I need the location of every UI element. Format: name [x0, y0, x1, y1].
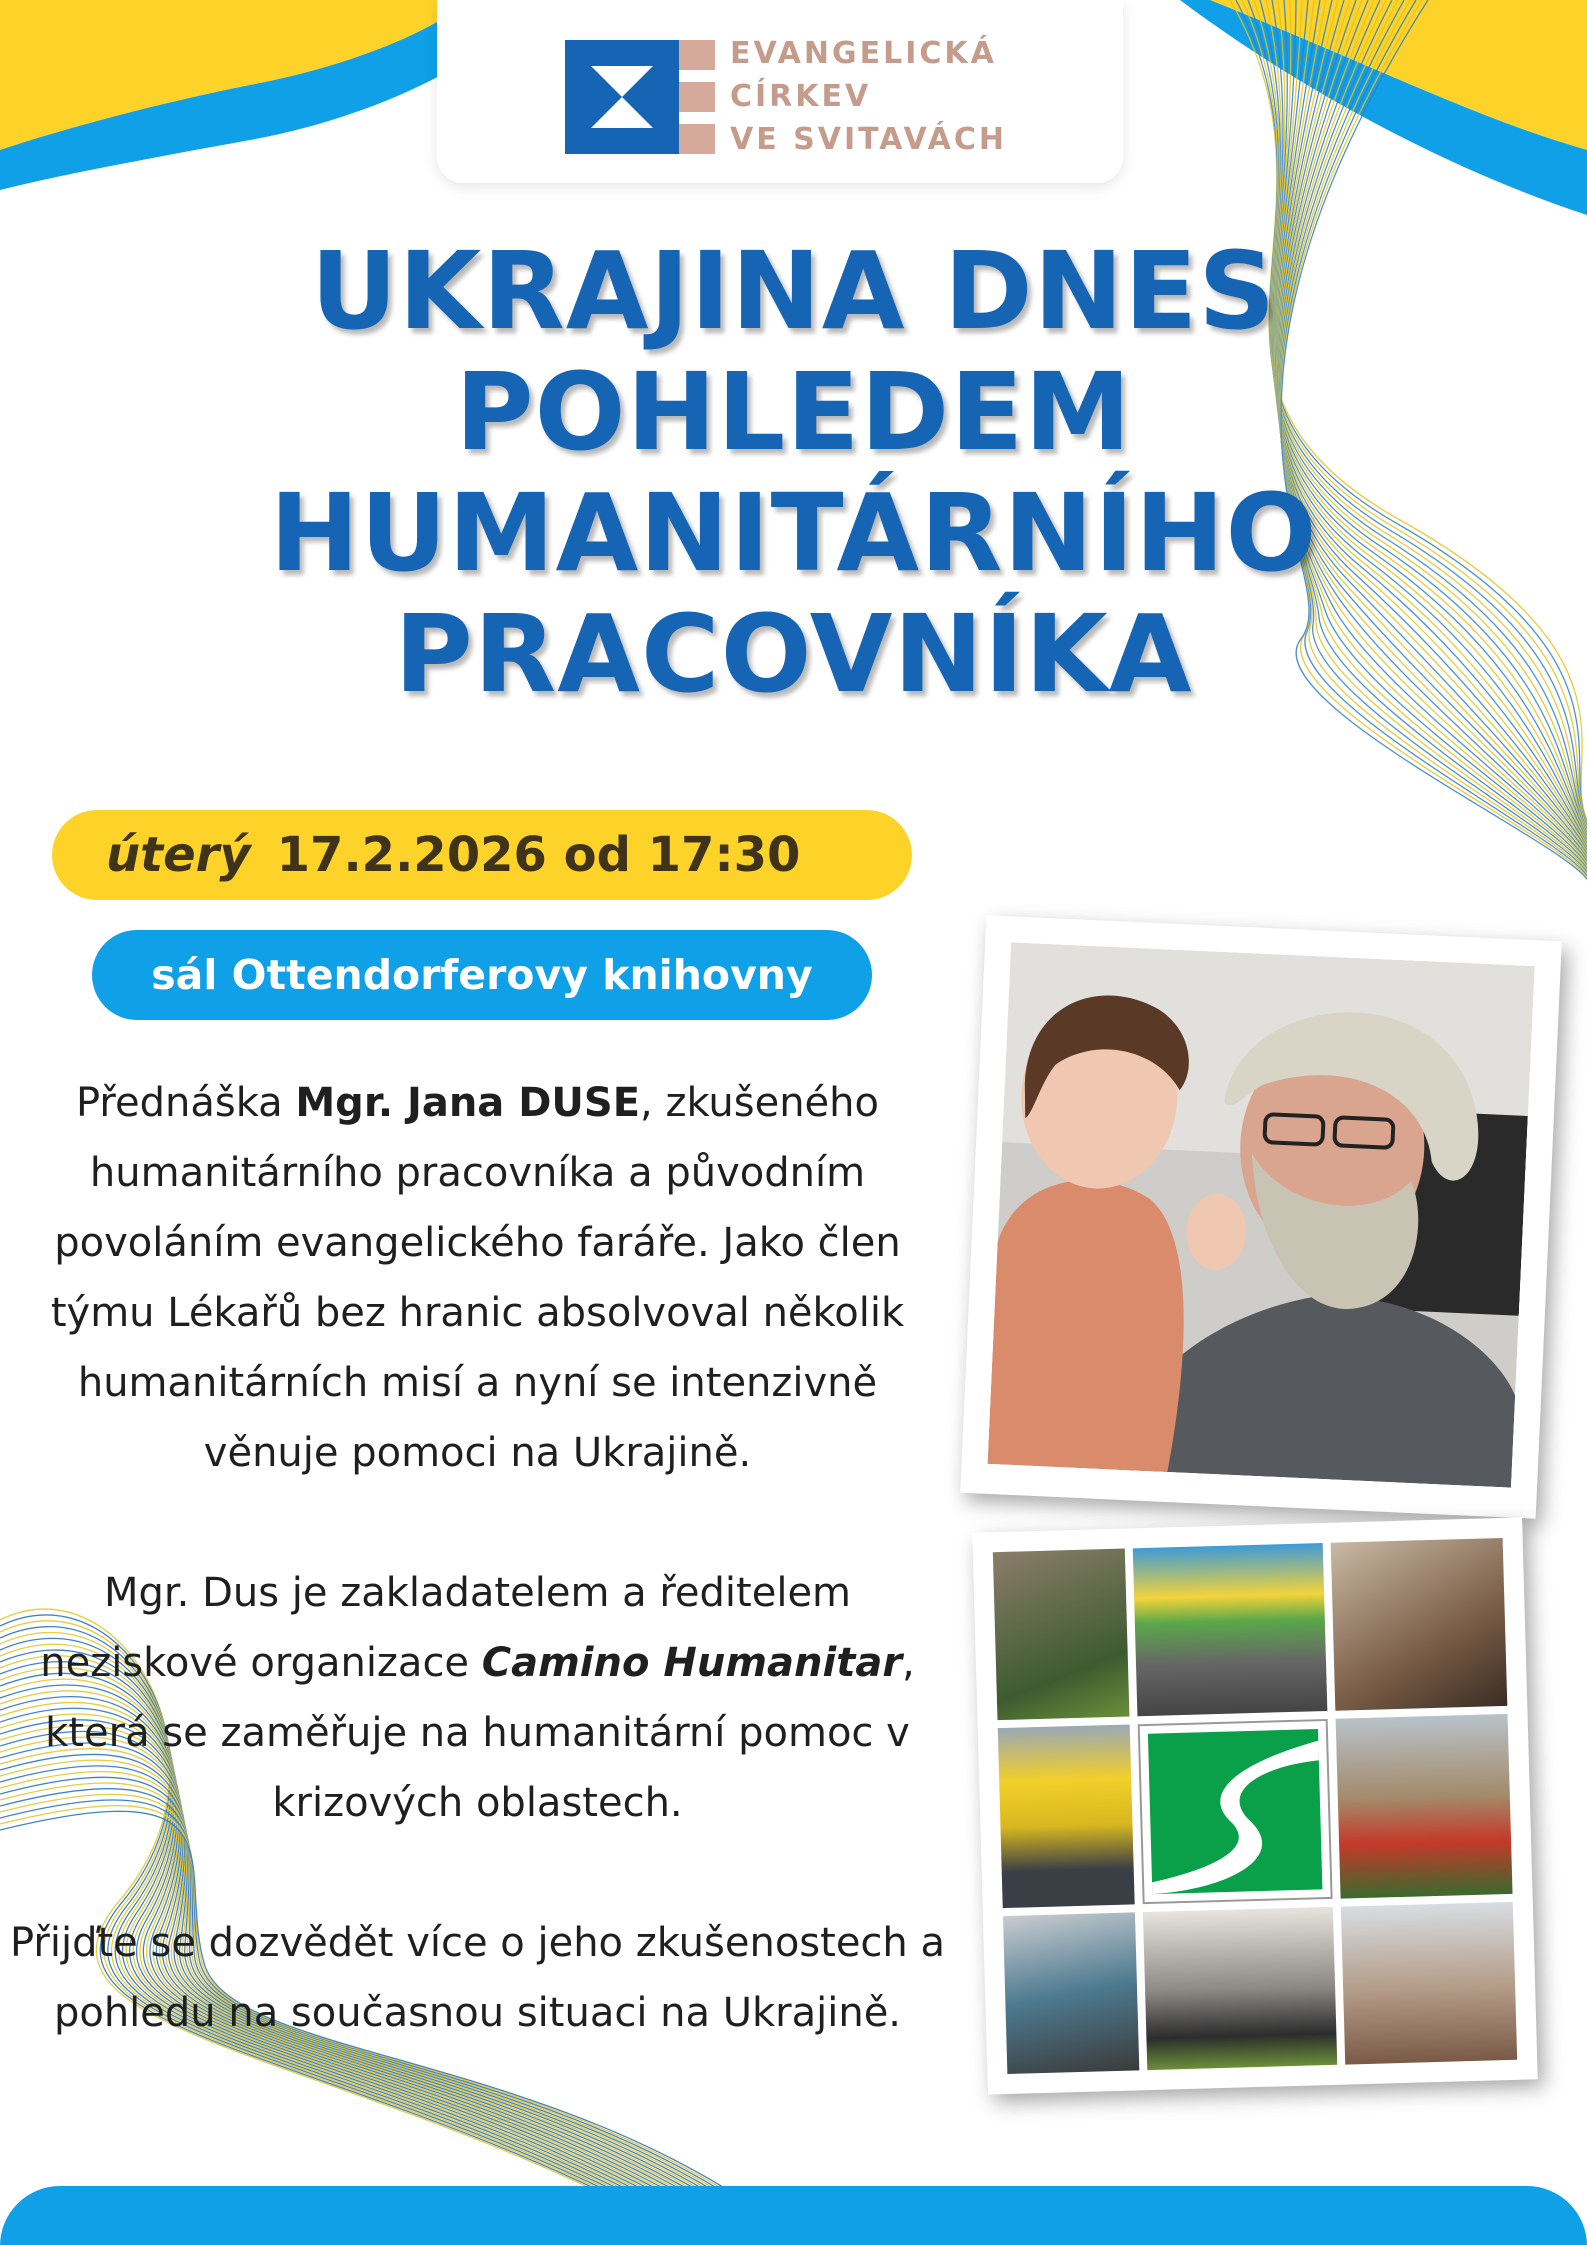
speaker-photo-image	[988, 942, 1535, 1487]
church-name	[730, 32, 1007, 161]
event-date-badge	[52, 810, 912, 900]
event-venue-badge	[92, 930, 872, 1020]
collage-photo	[1336, 1714, 1513, 1899]
description-paragraph-2: Mgr. Dus je zakladatelem a ředitelem neziskové organizace Camino Humanitar, která se zaměřuje na humanitární pomoc v krizových oblastech.	[40, 1570, 915, 1826]
church-name-line1: EVANGELICKÁ	[730, 36, 997, 71]
collage-photo	[993, 1549, 1130, 1721]
description-paragraph-1: Přednáška Mgr. Jana DUSE, zkušeného humanitárního pracovníka a původním povoláním evangelického faráře. Jako člen týmu Lékařů bez hranic absolvoval několik humanitárních misí a nyní se intenzivně věnuje pomoci na Ukrajině.	[50, 1080, 905, 1476]
title-line3: HUMANITÁRNÍHO	[269, 472, 1318, 596]
collage-photo	[1133, 1543, 1328, 1716]
collage-photo	[1331, 1538, 1508, 1711]
organization-name: Camino Humanitar	[481, 1640, 903, 1686]
speaker-photo	[960, 915, 1562, 1519]
collage-photo	[1003, 1912, 1139, 2074]
church-name-line2: CÍRKEV	[730, 79, 872, 114]
title-line2: POHLEDEM	[455, 351, 1132, 475]
speaker-name: Mgr. Jana DUSE	[295, 1080, 641, 1126]
event-datetime: 17.2.2026 od 17:30	[276, 827, 801, 883]
title-line1: UKRAJINA DNES	[310, 230, 1277, 354]
event-title	[0, 232, 1587, 716]
church-logo-icon	[565, 40, 715, 154]
collage-photo	[998, 1724, 1135, 1908]
event-description	[10, 1068, 945, 2118]
camino-humanitar-logo	[1138, 1719, 1333, 1904]
church-name-line3: VE SVITAVÁCH	[730, 122, 1007, 157]
collage-grid	[993, 1538, 1517, 2074]
event-venue: sál Ottendorferovy knihovny	[151, 951, 813, 999]
footer-band	[0, 2186, 1587, 2245]
collage-photo	[1143, 1907, 1337, 2070]
humanitarian-collage	[972, 1517, 1537, 2094]
logo-card	[437, 0, 1123, 183]
collage-photo	[1341, 1902, 1517, 2065]
description-paragraph-3: Přijďte se dozvědět více o jeho zkušenostech a pohledu na současnou situaci na Ukrajině.	[10, 1920, 945, 2036]
title-line4: PRACOVNÍKA	[394, 593, 1193, 717]
event-weekday: úterý	[106, 827, 251, 883]
